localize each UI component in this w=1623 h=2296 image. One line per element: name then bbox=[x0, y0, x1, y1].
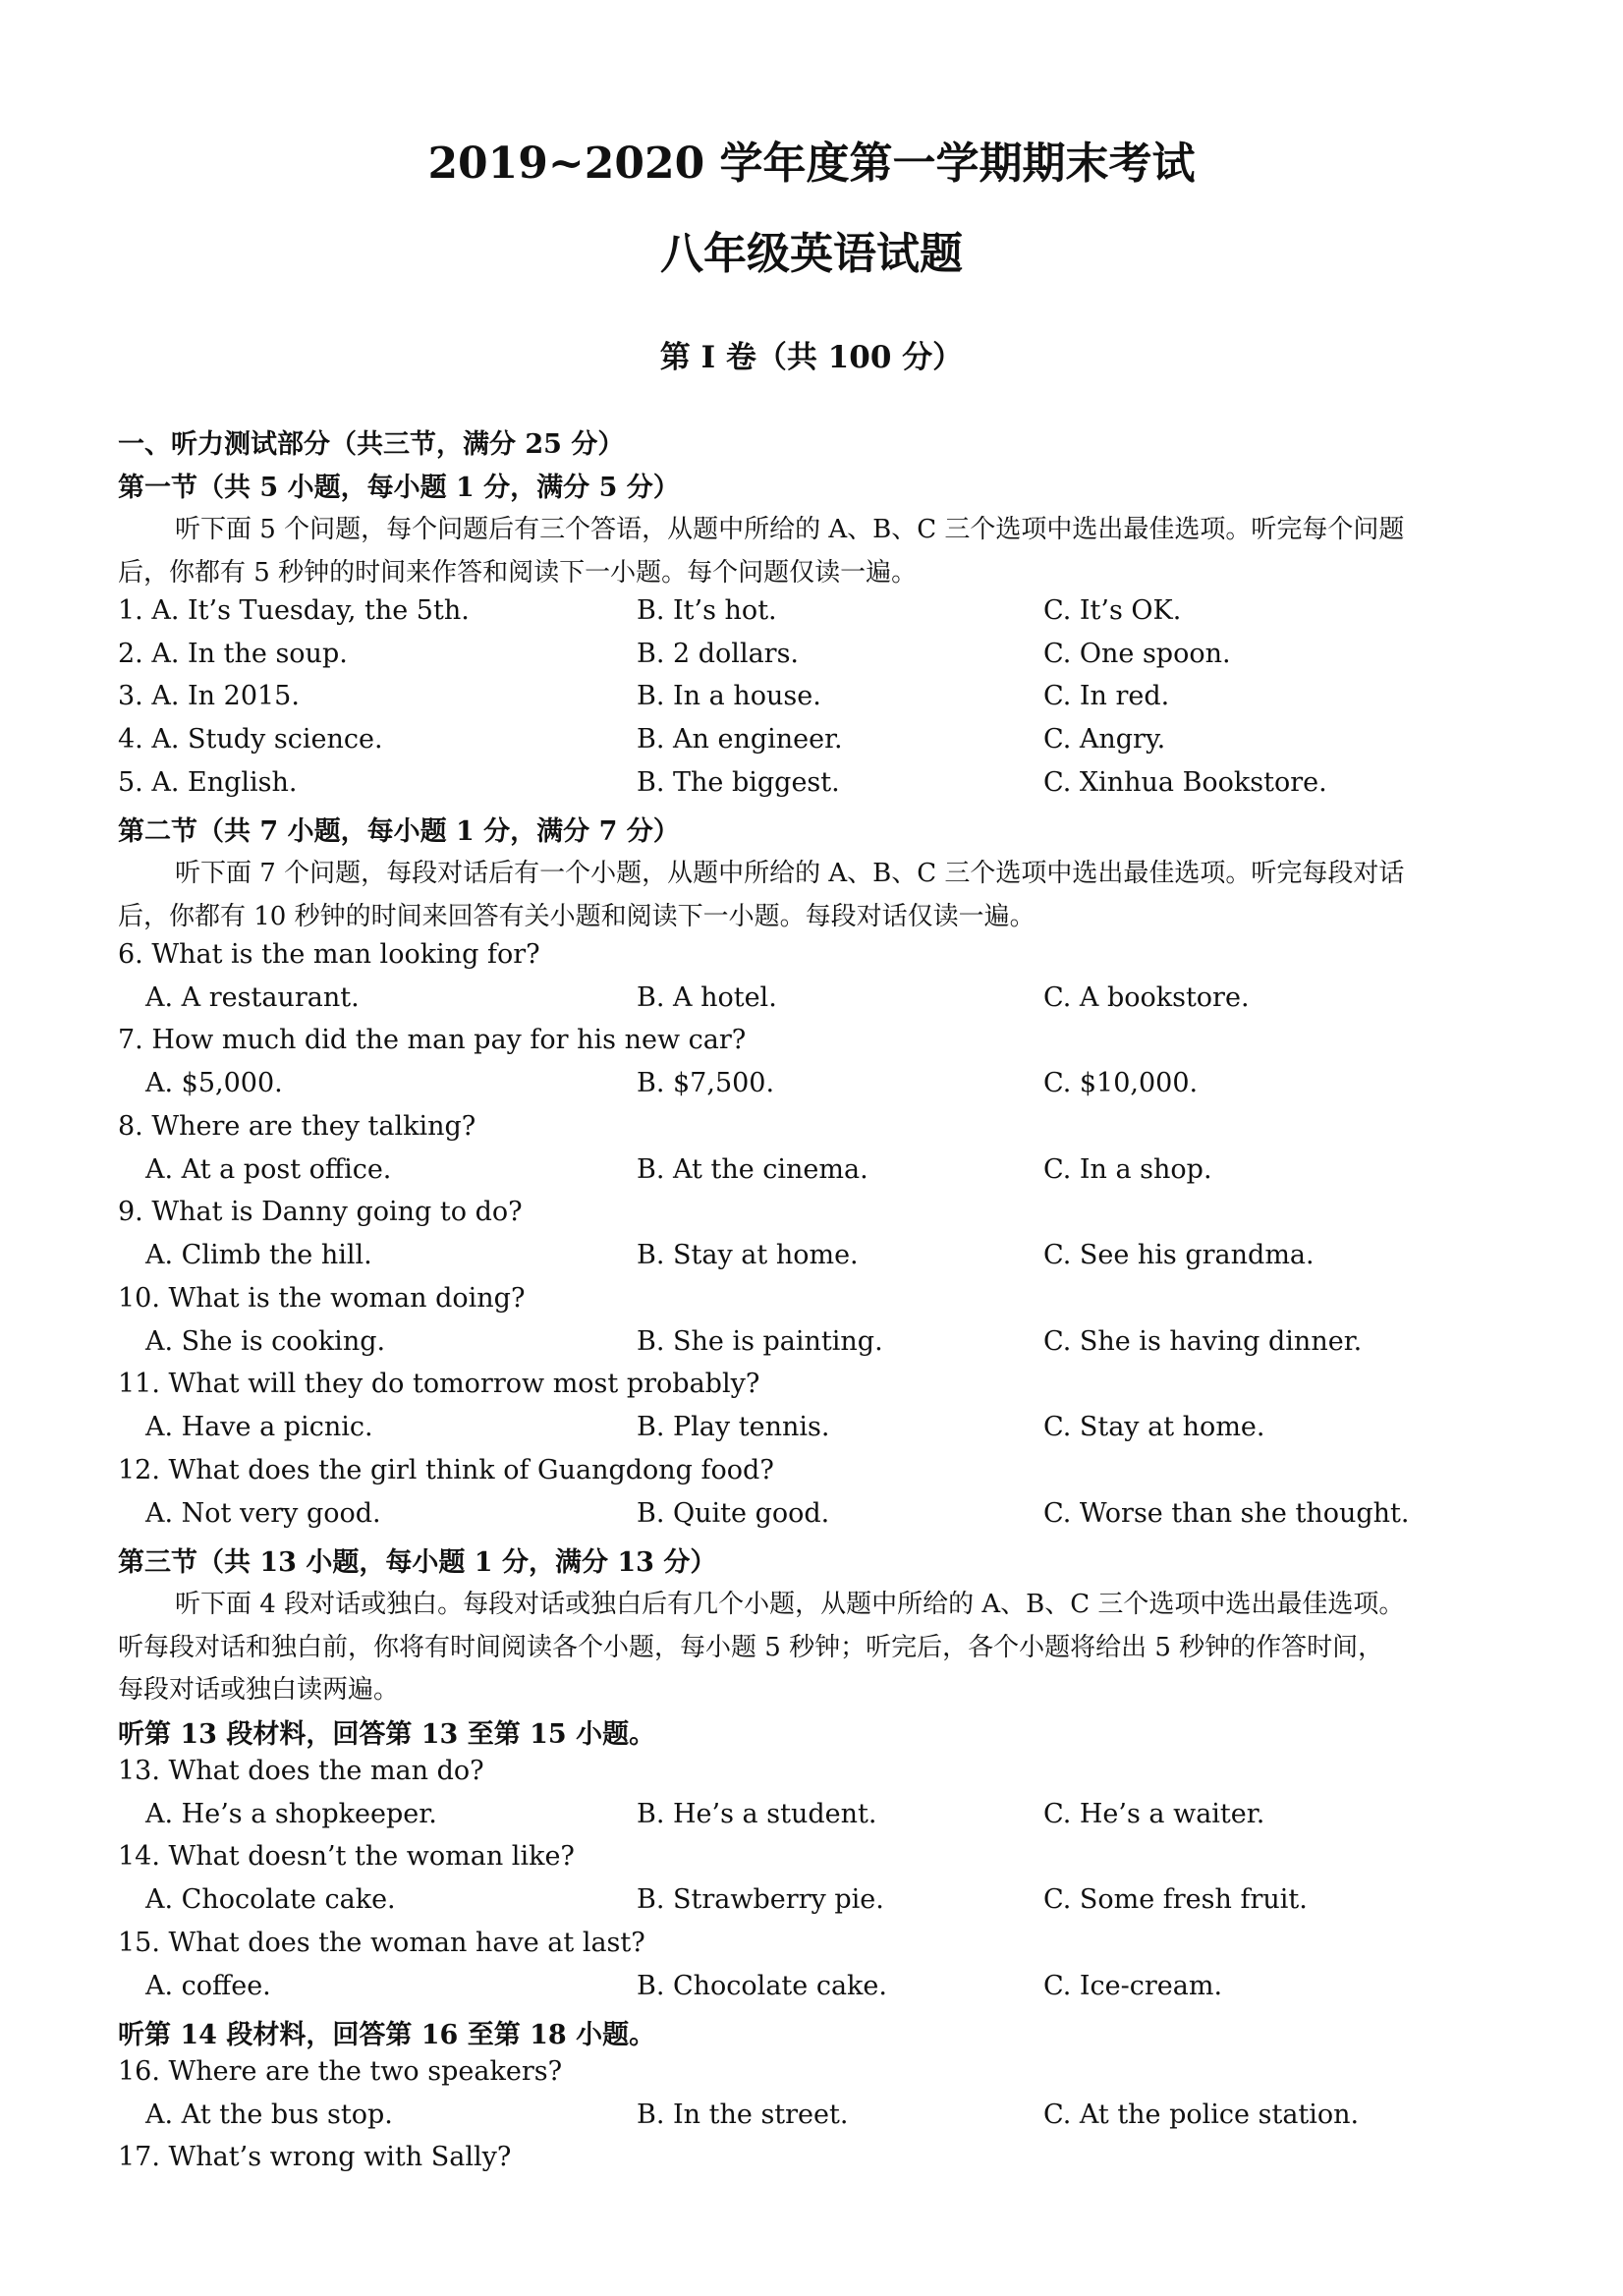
section-3-instructions: 听每段对话和独白前，你将有时间阅读各个小题，每小题 5 秒钟；听完后，各个小题将给出 5 秒钟的作答时间， bbox=[118, 1633, 1384, 1662]
question-16-option-b: B. In the street. bbox=[637, 2100, 849, 2130]
section-2-heading: 第二节（共 7 小题，每小题 1 分，满分 7 分） bbox=[118, 816, 680, 847]
question-2-option-a: 2. A. In the soup. bbox=[118, 639, 348, 669]
question-8-text: 8. Where are they talking? bbox=[118, 1111, 476, 1142]
question-6-option-c: C. A bookstore. bbox=[1043, 982, 1250, 1013]
question-5-option-a: 5. A. English. bbox=[118, 767, 298, 798]
question-17-text: 17. What’s wrong with Sally? bbox=[118, 2142, 512, 2172]
question-7-option-a: A. $5,000. bbox=[145, 1068, 283, 1098]
question-4-option-c: C. Angry. bbox=[1043, 724, 1166, 755]
section-2-instructions: 后，你都有 10 秒钟的时间来回答有关小题和阅读下一小题。每段对话仅读一遍。 bbox=[118, 902, 1035, 931]
question-5-option-b: B. The biggest. bbox=[637, 767, 840, 798]
question-16-text: 16. Where are the two speakers? bbox=[118, 2056, 563, 2087]
section-3-instructions: 听下面 4 段对话或独白。每段对话或独白后有几个小题，从题中所给的 A、B、C 三个选项中选出最佳选项。 bbox=[175, 1590, 1405, 1619]
question-6-text: 6. What is the man looking for? bbox=[118, 939, 540, 970]
question-10-option-c: C. She is having dinner. bbox=[1043, 1326, 1363, 1357]
question-11-option-c: C. Stay at home. bbox=[1043, 1412, 1265, 1442]
question-11-option-a: A. Have a picnic. bbox=[145, 1412, 373, 1442]
part-one-heading: 一、听力测试部分（共三节，满分 25 分） bbox=[118, 429, 625, 460]
question-7-option-c: C. $10,000. bbox=[1043, 1068, 1199, 1098]
section-1-instructions: 听下面 5 个问题，每个问题后有三个答语，从题中所给的 A、B、C 三个选项中选出最佳选项。听完每个问题 bbox=[175, 515, 1405, 544]
section-2-instructions: 听下面 7 个问题，每段对话后有一个小题，从题中所给的 A、B、C 三个选项中选出最佳选项。听完每段对话 bbox=[175, 859, 1405, 888]
question-15-text: 15. What does the woman have at last? bbox=[118, 1928, 645, 1958]
question-11-text: 11. What will they do tomorrow most probably? bbox=[118, 1369, 760, 1399]
question-3-option-a: 3. A. In 2015. bbox=[118, 681, 300, 711]
exam-title: 2019~2020 学年度第一学期期末考试 bbox=[427, 139, 1196, 189]
question-8-option-b: B. At the cinema. bbox=[637, 1154, 868, 1185]
question-10-text: 10. What is the woman doing? bbox=[118, 1283, 526, 1314]
question-4-option-b: B. An engineer. bbox=[637, 724, 843, 755]
question-9-option-c: C. See his grandma. bbox=[1043, 1240, 1315, 1270]
question-1-option-c: C. It’s OK. bbox=[1043, 595, 1182, 626]
section-1-instructions: 后，你都有 5 秒钟的时间来作答和阅读下一小题。每个问题仅读一遍。 bbox=[118, 558, 918, 588]
section-3-instructions: 每段对话或独白读两遍。 bbox=[118, 1675, 400, 1705]
question-11-option-b: B. Play tennis. bbox=[637, 1412, 830, 1442]
question-10-option-b: B. She is painting. bbox=[637, 1326, 883, 1357]
question-3-option-b: B. In a house. bbox=[637, 681, 821, 711]
question-7-text: 7. How much did the man pay for his new car? bbox=[118, 1025, 747, 1055]
question-1-option-a: 1. A. It’s Tuesday, the 5th. bbox=[118, 595, 470, 626]
question-13-text: 13. What does the man do? bbox=[118, 1756, 484, 1786]
material-13-heading: 听第 13 段材料，回答第 13 至第 15 小题。 bbox=[118, 1719, 656, 1750]
question-6-option-b: B. A hotel. bbox=[637, 982, 777, 1013]
question-7-option-b: B. $7,500. bbox=[637, 1068, 775, 1098]
question-15-option-c: C. Ice-cream. bbox=[1043, 1971, 1223, 2001]
question-8-option-c: C. In a shop. bbox=[1043, 1154, 1212, 1185]
question-1-option-b: B. It’s hot. bbox=[637, 595, 777, 626]
question-12-text: 12. What does the girl think of Guangdong food? bbox=[118, 1455, 774, 1485]
question-2-option-b: B. 2 dollars. bbox=[637, 639, 800, 669]
question-9-option-a: A. Climb the hill. bbox=[145, 1240, 372, 1270]
question-6-option-a: A. A restaurant. bbox=[145, 982, 360, 1013]
question-16-option-c: C. At the police station. bbox=[1043, 2100, 1360, 2130]
question-14-option-c: C. Some fresh fruit. bbox=[1043, 1884, 1308, 1915]
question-14-option-b: B. Strawberry pie. bbox=[637, 1884, 884, 1915]
question-9-text: 9. What is Danny going to do? bbox=[118, 1197, 523, 1227]
question-13-option-b: B. He’s a student. bbox=[637, 1799, 877, 1829]
question-5-option-c: C. Xinhua Bookstore. bbox=[1043, 767, 1327, 798]
question-15-option-b: B. Chocolate cake. bbox=[637, 1971, 887, 2001]
volume-heading: 第 I 卷（共 100 分） bbox=[659, 340, 964, 375]
question-12-option-b: B. Quite good. bbox=[637, 1498, 830, 1529]
question-12-option-a: A. Not very good. bbox=[145, 1498, 381, 1529]
question-10-option-a: A. She is cooking. bbox=[145, 1326, 386, 1357]
question-16-option-a: A. At the bus stop. bbox=[145, 2100, 393, 2130]
question-4-option-a: 4. A. Study science. bbox=[118, 724, 383, 755]
question-9-option-b: B. Stay at home. bbox=[637, 1240, 859, 1270]
material-14-heading: 听第 14 段材料，回答第 16 至第 18 小题。 bbox=[118, 2020, 656, 2050]
question-13-option-c: C. He’s a waiter. bbox=[1043, 1799, 1265, 1829]
question-8-option-a: A. At a post office. bbox=[145, 1154, 392, 1185]
question-13-option-a: A. He’s a shopkeeper. bbox=[145, 1799, 437, 1829]
question-14-option-a: A. Chocolate cake. bbox=[145, 1884, 396, 1915]
question-2-option-c: C. One spoon. bbox=[1043, 639, 1231, 669]
question-14-text: 14. What doesn’t the woman like? bbox=[118, 1841, 575, 1872]
question-12-option-c: C. Worse than she thought. bbox=[1043, 1498, 1410, 1529]
question-15-option-a: A. coffee. bbox=[145, 1971, 271, 2001]
question-3-option-c: C. In red. bbox=[1043, 681, 1170, 711]
section-1-heading: 第一节（共 5 小题，每小题 1 分，满分 5 分） bbox=[118, 473, 680, 503]
section-3-heading: 第三节（共 13 小题，每小题 1 分，满分 13 分） bbox=[118, 1547, 717, 1578]
exam-subtitle: 八年级英语试题 bbox=[660, 229, 963, 279]
